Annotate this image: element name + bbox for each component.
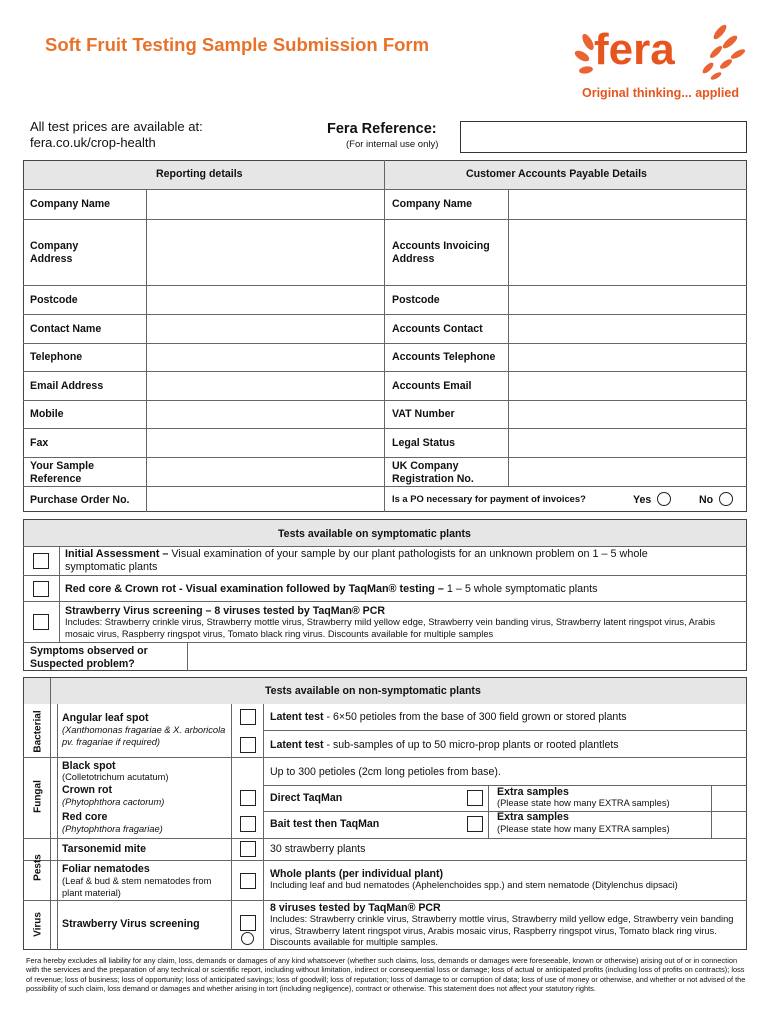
accounts-company-registration-label: UK Company Registration No. (392, 460, 474, 485)
bait-test-checkbox[interactable] (240, 816, 256, 832)
accounts-contact-field[interactable] (509, 315, 746, 343)
accounts-telephone-field[interactable] (509, 344, 746, 371)
strawberry-virus-screening-checkbox[interactable] (33, 614, 49, 630)
accounts-postcode-label: Postcode (392, 294, 440, 306)
reporting-fax-label: Fax (30, 437, 49, 449)
latent-test-microprop-text: Latent test - sub-samples of up to 50 micro-prop plants or rooted plantlets (270, 739, 619, 751)
accounts-invoicing-address-field[interactable] (509, 220, 746, 285)
accounts-heading: Customer Accounts Payable Details (466, 168, 647, 180)
strawberry-virus-screening-label: Strawberry Virus screening (62, 918, 200, 930)
accounts-telephone-label: Accounts Telephone (392, 351, 496, 363)
initial-assessment-text: Initial Assessment – Visual examination of your sample by our plant pathologists for an unknown problem on 1 – 5 whole symptomatic plants (65, 548, 648, 573)
reporting-email-field[interactable] (147, 372, 384, 400)
foliar-nematodes-label: Foliar nematodes (62, 863, 150, 875)
reporting-mobile-label: Mobile (30, 408, 64, 420)
svg-text:fera: fera (594, 25, 675, 74)
latent-test-microprop-checkbox[interactable] (240, 737, 256, 753)
tarsonemid-mite-checkbox[interactable] (240, 841, 256, 857)
whole-plants-note: Including leaf and bud nematodes (Aphelenchoides spp.) and stem nematode (Ditylenchus dipsaci) (270, 880, 678, 890)
accounts-vat-field[interactable] (509, 401, 746, 428)
accounts-company-name-field[interactable] (509, 190, 746, 219)
red-core-label: Red core (62, 811, 108, 823)
reporting-sample-reference-label: Your Sample Reference (30, 460, 94, 485)
accounts-contact-label: Accounts Contact (392, 323, 483, 335)
reporting-contact-name-label: Contact Name (30, 323, 102, 335)
tagline: Original thinking... applied (582, 86, 739, 100)
direct-extra-samples-label: Extra samples (497, 786, 569, 798)
accounts-email-field[interactable] (509, 372, 746, 400)
reporting-company-address-label: Company Address (30, 240, 79, 265)
reporting-company-name-field[interactable] (147, 190, 384, 219)
whole-plants-label: Whole plants (per individual plant) (270, 868, 444, 880)
internal-use-note: (For internal use only) (346, 139, 439, 150)
petioles-note: Up to 300 petioles (2cm long petioles from base). (270, 766, 501, 778)
reporting-heading: Reporting details (156, 168, 243, 180)
accounts-vat-label: VAT Number (392, 408, 455, 420)
symptomatic-heading: Tests available on symptomatic plants (278, 528, 471, 540)
symptoms-field[interactable] (188, 643, 746, 671)
crown-rot-label: Crown rot (62, 784, 113, 796)
reporting-email-label: Email Address (30, 380, 104, 392)
latent-test-field-checkbox[interactable] (240, 709, 256, 725)
form-title: Soft Fruit Testing Sample Submission Form (45, 34, 430, 55)
latent-test-field-text: Latent test - 6×50 petioles from the base of 300 field grown or stored plants (270, 711, 627, 723)
nonsymptomatic-heading: Tests available on non-symptomatic plants (265, 685, 481, 697)
initial-assessment-checkbox[interactable] (33, 553, 49, 569)
direct-extra-samples-checkbox[interactable] (467, 790, 483, 806)
red-core-crown-rot-checkbox[interactable] (33, 581, 49, 597)
category-bacterial: Bacterial (32, 710, 44, 753)
reporting-contact-name-field[interactable] (147, 315, 384, 343)
reporting-sample-reference-field[interactable] (147, 458, 384, 486)
foliar-nematodes-note: (Leaf & bud & stem nematodes from plant material) (62, 876, 212, 898)
po-question: Is a PO necessary for payment of invoices? (392, 493, 586, 504)
crown-rot-pathogen: (Phytophthora cactorum) (62, 797, 165, 807)
foliar-nematodes-checkbox[interactable] (240, 873, 256, 889)
direct-extra-samples-note: (Please state how many EXTRA samples) (497, 798, 670, 808)
reporting-company-name-label: Company Name (30, 198, 111, 210)
fera-reference-label: Fera Reference: (327, 121, 437, 137)
strawberry-virus-checkbox[interactable] (240, 915, 256, 931)
reporting-telephone-field[interactable] (147, 344, 384, 371)
accounts-postcode-field[interactable] (509, 286, 746, 314)
po-yes-label: Yes (633, 494, 652, 506)
black-spot-pathogen: (Colletotrichum acutatum) (62, 772, 169, 782)
reporting-telephone-label: Telephone (30, 351, 83, 363)
angular-leaf-spot-pathogen: (Xanthomonas fragariae & X. arboricola pv. fragariae if required) (62, 725, 226, 747)
po-no-label: No (699, 494, 714, 506)
red-core-pathogen: (Phytophthora fragariae) (62, 824, 163, 834)
reporting-postcode-label: Postcode (30, 294, 78, 306)
reporting-purchase-order-field[interactable] (147, 487, 384, 512)
category-fungal: Fungal (32, 780, 44, 813)
strawberry-virus-screening-details: Includes: Strawberry crinkle virus, Strawberry mottle virus, Strawberry mild yellow edge, Strawberry vein banding virus, Strawberry latent ringspot virus, Arabis mosaic virus, Raspberry ringspot virus, Tomato black ring virus. Discounts available for multiple samples (65, 617, 715, 639)
liability-disclaimer: Fera hereby excludes all liability for any claim, loss, demands or damages of any kind whatsoever (whether such claims, loss, demands or damages were foreseeable, known or otherwise) arising out of or in connection with the services and the preparation of any technical or scientific report, including without limitation, indirect or consequential loss or damage; loss of actual or anticipated profits (including loss of profits on contracts); loss of revenue; loss of business; loss of opportunity; loss of anticipated savings; loss of goodwill; loss of reputation; loss of damage to or corruption of data; loss of use of money or otherwise, and whether or not advised of the possibility of such claim, loss demand or damages and whether arising in tort (including negligence), contract or otherwise. This statement does not affect your statutory rights. (26, 956, 746, 994)
category-pests: Pests (32, 854, 44, 881)
prices-url[interactable]: fera.co.uk/crop-health (30, 135, 156, 150)
accounts-invoicing-address-label: Accounts Invoicing Address (392, 240, 490, 265)
accounts-company-name-label: Company Name (392, 198, 473, 210)
tarsonemid-mite-note: 30 strawberry plants (270, 843, 366, 855)
bait-extra-samples-note: (Please state how many EXTRA samples) (497, 824, 670, 834)
eight-viruses-details: Includes: Strawberry crinkle virus, Strawberry mottle virus, Strawberry mild yellow edge, Strawberry vein banding virus, Strawberry latent ringspot virus, Arabis mosaic virus, Raspberry ringspot virus, Tomato black ring virus. Discounts available for multiple samples. (270, 914, 734, 947)
prices-note (30, 119, 203, 151)
prices-line: All test prices are available at: (30, 119, 203, 134)
accounts-email-label: Accounts Email (392, 380, 472, 392)
strawberry-virus-radio[interactable] (241, 932, 254, 945)
bait-test-label: Bait test then TaqMan (270, 818, 380, 830)
reporting-mobile-field[interactable] (147, 401, 384, 428)
bait-extra-samples-checkbox[interactable] (467, 816, 483, 832)
accounts-legal-status-field[interactable] (509, 429, 746, 457)
symptoms-label: Symptoms observed or Suspected problem? (30, 645, 148, 670)
black-spot-label: Black spot (62, 760, 116, 772)
reporting-purchase-order-label: Purchase Order No. (30, 494, 130, 506)
bait-extra-samples-label: Extra samples (497, 811, 569, 823)
eight-viruses-label: 8 viruses tested by TaqMan® PCR (270, 902, 441, 914)
po-no-radio[interactable] (719, 492, 733, 506)
reporting-postcode-field[interactable] (147, 286, 384, 314)
accounts-legal-status-label: Legal Status (392, 437, 455, 449)
reporting-company-address-field[interactable] (147, 220, 384, 285)
red-core-crown-rot-text: Red core & Crown rot - Visual examination followed by TaqMan® testing – 1 – 5 whole symptomatic plants (65, 583, 598, 595)
tarsonemid-mite-label: Tarsonemid mite (62, 843, 146, 855)
accounts-company-registration-field[interactable] (509, 458, 746, 486)
bait-extra-samples-field[interactable] (712, 812, 746, 838)
strawberry-virus-screening-title: Strawberry Virus screening – 8 viruses tested by TaqMan® PCR (65, 605, 386, 617)
reporting-fax-field[interactable] (147, 429, 384, 457)
fera-reference-field[interactable] (460, 121, 747, 153)
po-yes-radio[interactable] (657, 492, 671, 506)
direct-extra-samples-field[interactable] (712, 786, 746, 811)
angular-leaf-spot-label: Angular leaf spot (62, 712, 149, 724)
direct-taqman-checkbox[interactable] (240, 790, 256, 806)
direct-taqman-label: Direct TaqMan (270, 792, 343, 804)
category-virus: Virus (32, 912, 44, 937)
